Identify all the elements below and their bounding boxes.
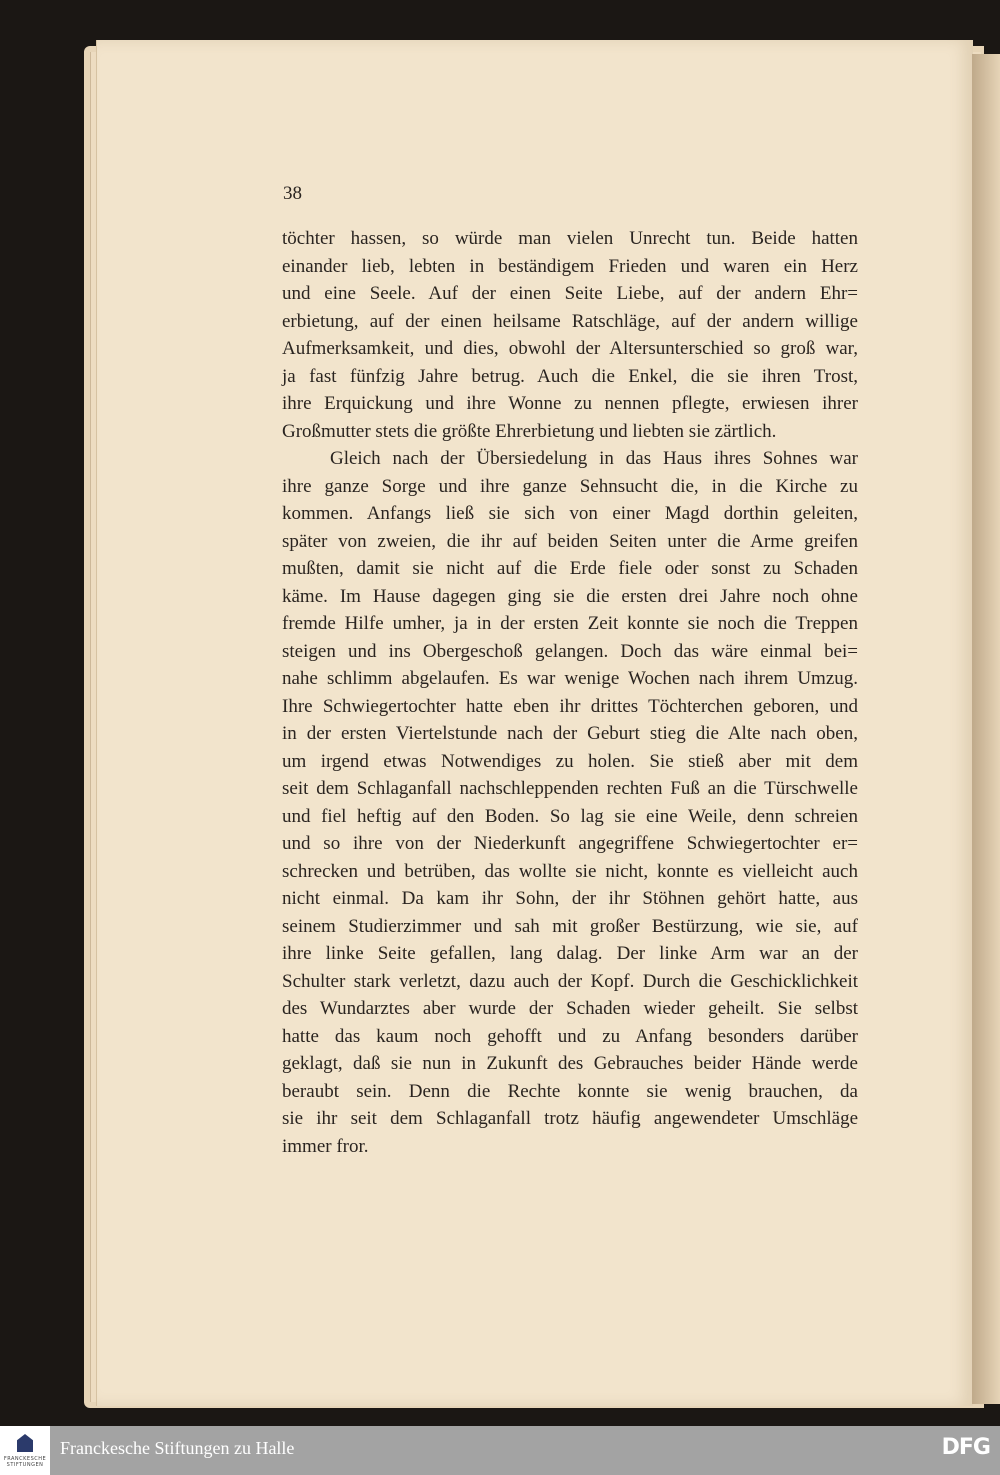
text-line: käme. Im Hause dagegen ging sie die ersten drei Jahre noch ohne bbox=[282, 585, 858, 607]
text-line: Schulter stark verletzt, dazu auch der Kopf. Durch die Geschicklichkeit bbox=[282, 970, 858, 992]
text-line: hatte das kaum noch gehofft und zu Anfang besonders darüber bbox=[282, 1025, 858, 1047]
text-line: erbietung, auf der einen heilsame Ratschläge, auf der andern willige bbox=[282, 310, 858, 332]
text-line: geklagt, daß sie nun in Zukunft des Gebrauches beider Hände werde bbox=[282, 1053, 858, 1074]
text-line: Ihre Schwiegertochter hatte eben ihr drittes Töchterchen geboren, und bbox=[282, 695, 858, 717]
text-line: später von zweien, die ihr auf beiden Seiten unter die Arme greifen bbox=[282, 530, 858, 552]
page-number: 38 bbox=[283, 183, 302, 204]
text-line: ihre Erquickung und ihre Wonne zu nennen pflegte, erwiesen ihrer bbox=[282, 393, 858, 414]
logo-text: FRANCKESCHE STIFTUNGEN bbox=[3, 1456, 47, 1468]
text-line: seinem Studierzimmer und sah mit großer Bestürzung, wie sie, auf bbox=[282, 915, 858, 937]
text-line: sie ihr seit dem Schlaganfall trotz häufig angewendeter Umschläge bbox=[282, 1108, 858, 1129]
text-line: mußten, damit sie nicht auf die Erde fiele oder sonst zu Schaden bbox=[282, 558, 858, 579]
text-line: in der ersten Viertelstunde nach der Geburt stieg die Alte nach oben, bbox=[282, 723, 858, 744]
institution-logo[interactable] bbox=[0, 1426, 50, 1475]
text-line: ja fast fünfzig Jahre betrug. Auch die Enkel, die sie ihren Trost, bbox=[282, 365, 858, 387]
text-line: beraubt sein. Denn die Rechte konnte sie wenig brauchen, da bbox=[282, 1080, 858, 1102]
facing-page-edge bbox=[972, 54, 1000, 1404]
text-line: und fiel heftig auf den Boden. So lag sie eine Weile, denn schreien bbox=[282, 805, 858, 827]
footer-bar bbox=[0, 1426, 1000, 1475]
dfg-logo[interactable]: DFG bbox=[941, 1435, 990, 1460]
text-line: Gleich nach der Übersiedelung in das Haus ihres Sohnes war bbox=[330, 448, 858, 469]
text-line: um irgend etwas Notwendiges zu holen. Sie stieß aber mit dem bbox=[282, 750, 858, 772]
text-line: steigen und ins Obergeschoß gelangen. Doch das wäre einmal bei= bbox=[282, 640, 858, 662]
text-line: kommen. Anfangs ließ sie sich von einer Magd dorthin geleiten, bbox=[282, 503, 858, 524]
text-line: Großmutter stets die größte Ehrerbietung und liebten sie zärtlich. bbox=[282, 420, 777, 442]
text-line: und so ihre von der Niederkunft angegriffene Schwiegertochter er= bbox=[282, 833, 858, 854]
text-line: Aufmerksamkeit, und dies, obwohl der Altersunterschied so groß war, bbox=[282, 338, 858, 359]
building-icon bbox=[17, 1434, 33, 1452]
text-line: schrecken und betrüben, das wollte sie nicht, konnte es vielleicht auch bbox=[282, 860, 858, 882]
text-line: immer fror. bbox=[282, 1135, 369, 1157]
text-line: des Wundarztes aber wurde der Schaden wieder geheilt. Sie selbst bbox=[282, 998, 858, 1019]
text-line: ihre ganze Sorge und ihre ganze Sehnsucht die, in die Kirche zu bbox=[282, 475, 858, 497]
text-line: fremde Hilfe umher, ja in der ersten Zeit konnte sie noch die Treppen bbox=[282, 613, 858, 634]
text-line: töchter hassen, so würde man vielen Unrecht tun. Beide hatten bbox=[282, 228, 858, 249]
text-line: seit dem Schlaganfall nachschleppenden rechten Fuß an die Türschwelle bbox=[282, 778, 858, 799]
text-line: nicht einmal. Da kam ihr Sohn, der ihr Stöhnen gehört hatte, aus bbox=[282, 888, 858, 909]
body-text bbox=[282, 225, 858, 1160]
text-line: ihre linke Seite gefallen, lang dalag. Der linke Arm war an der bbox=[282, 943, 858, 964]
text-line: nahe schlimm abgelaufen. Es war wenige Wochen nach ihrem Umzug. bbox=[282, 668, 858, 689]
text-line: einander lieb, lebten in beständigem Frieden und waren ein Herz bbox=[282, 255, 858, 277]
text-line: und eine Seele. Auf der einen Seite Liebe, auf der andern Ehr= bbox=[282, 283, 858, 304]
institution-name: Franckesche Stiftungen zu Halle bbox=[60, 1438, 295, 1458]
